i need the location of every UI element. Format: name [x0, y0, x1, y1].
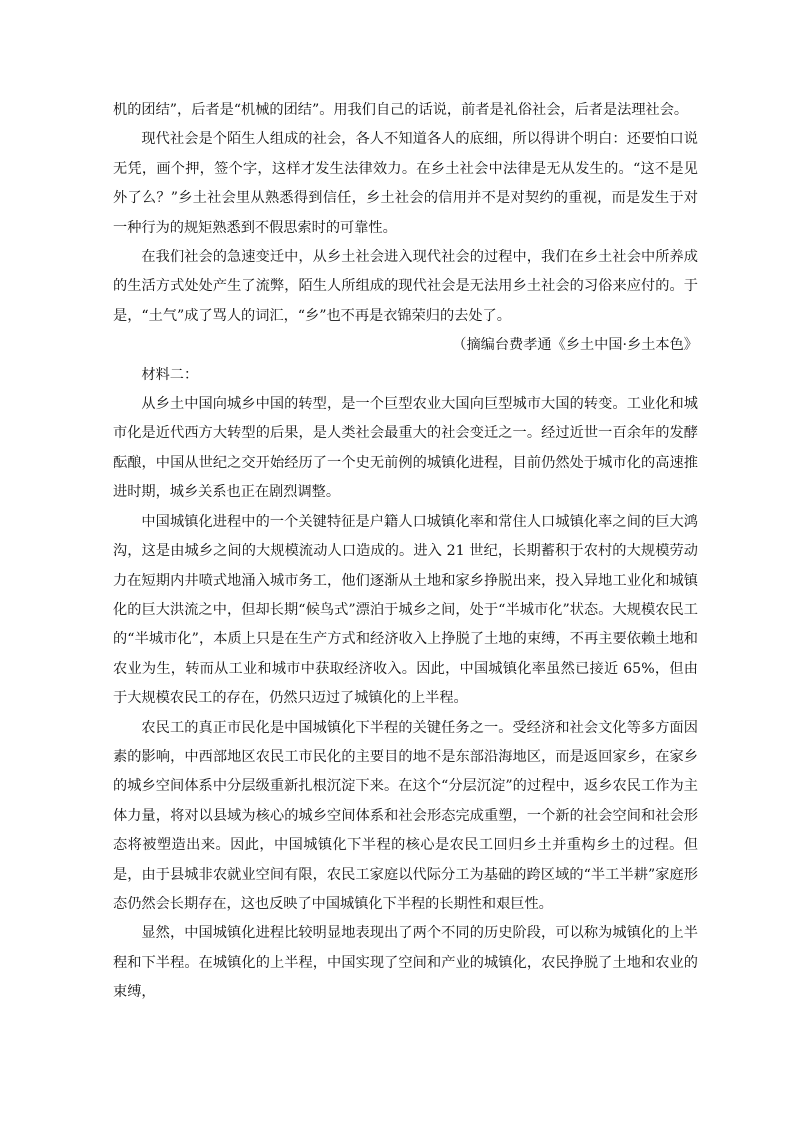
paragraph-7: 显然，中国城镇化进程比较明显地表现出了两个不同的历史阶段，可以称为城镇化的上半程和下半程。在城镇化的上半程，中国实现了空间和产业的城镇化，农民挣脱了土地和农业的束缚， — [113, 925, 698, 1001]
paragraph-6: 农民工的真正市民化是中国城镇化下半程的关键任务之一。受经济和社会文化等多方面因素的影响，中西部地区农民工市民化的主要目的地不是东部沿海地区，而是返回家乡，在家乡的城乡空间体系中分层级重新扎根沉淀下来。在这个“分层沉淀”的过程中，返乡农民工作为主体力量，将对以县域为核心的城乡空间体系和社会形态完成重塑，一个新的社会空间和社会形态将被塑造出来。因此，中国城镇化下半程的核心是农民工回归乡土并重构乡土的过程。但是，由于县城非农就业空间有限，农民工家庭以代际分工为基础的跨区域的“半工半耕”家庭形态仍然会长期存在，这也反映了中国城镇化下半程的长期性和艰巨性。 — [113, 719, 698, 912]
paragraph-3: 在我们社会的急速变迁中，从乡土社会进入现代社会的过程中，我们在乡土社会中所养成的生活方式处处产生了流弊，陌生人所组成的现代社会是无法用乡土社会的习俗来应付的。于是，“土气”成了骂人的词汇，“乡”也不再是衣锦荣归的去处了。 — [113, 249, 698, 324]
paragraph-4: 从乡土中国向城乡中国的转型，是一个巨型农业大国向巨型城市大国的转变。工业化和城市化是近代西方大转型的后果，是人类社会最重大的社会变迁之一。经过近世一百余年的发酵酝酿，中国从世纪之交开始经历了一个史无前例的城镇化进程，目前仍然处于城市化的高速推进时期，城乡关系也正在剧烈调整。 — [113, 396, 698, 501]
paragraph-2: 现代社会是个陌生人组成的社会，各人不知道各人的底细，所以得讲个明白：还要怕口说无凭，画个押，签个字，这样才发生法律效力。在乡土社会中法律是无从发生的。“这不是见外了么？”乡土社会里从熟悉得到信任，乡土社会的信用并不是对契约的重视，而是发生于对一种行为的规矩熟悉到不假思索时的可靠性。 — [113, 131, 698, 236]
material-2-label: 材料二： — [141, 366, 199, 383]
paragraph-5: 中国城镇化进程中的一个关键特征是户籍人口城镇化率和常住人口城镇化率之间的巨大鸿沟，这是由城乡之间的大规模流动人口造成的。进入 21 世纪，长期蓄积于农村的大规模劳动力在短期内井喷式地涌入城市务工，他们逐渐从土地和家乡挣脱出来，投入异地工业化和城镇化的巨大洪流之中，但却长期“候鸟式”漂泊于城乡之间，处于“半城市化”状态。大规模农民工的“半城市化”，本质上只是在生产方式和经济收入上挣脱了土地的束缚，不再主要依赖土地和农业为生，转而从工业和城市中获取经济收入。因此，中国城镇化率虽然已接近 65%，但由于大规模农民工的存在，仍然只迈过了城镇化的上半程。 — [113, 513, 698, 707]
source-citation: （摘编台费孝通《乡土中国·乡土本色》 — [452, 337, 698, 354]
paragraph-1: 机的团结”，后者是“机械的团结”。用我们自己的话说，前者是礼俗社会，后者是法理社会。 — [113, 102, 689, 118]
document-body — [113, 96, 698, 1008]
